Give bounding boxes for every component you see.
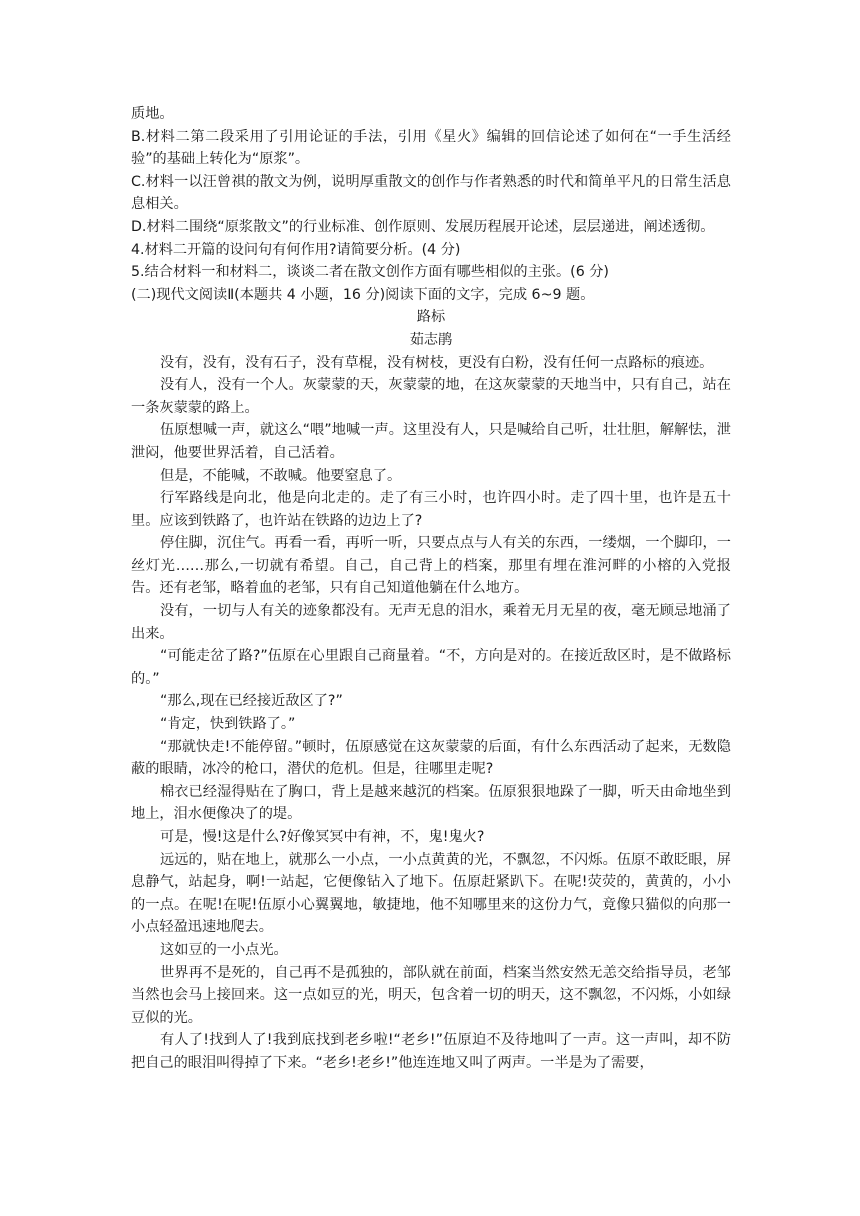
story-paragraph: 这如豆的一小点光。: [160, 941, 288, 958]
story-author: 茹志鹃: [409, 331, 453, 348]
story-paragraph: 棉衣已经湿得贴在了胸口，背上是越来越沉的档案。伍原狠狠地跺了一脚，听天由命地坐到地上，泪水便像决了的堤。: [131, 783, 731, 823]
story-paragraph: 世界再不是死的，自己再不是孤独的，部队就在前面，档案当然安然无恙交给指导员，老邹当然也会马上接回来。这一点如豆的光，明天，包含着一切的明天，这不飘忽，不闪烁，小如绿豆似的光。: [131, 964, 731, 1026]
document-content: [131, 103, 731, 1075]
question-5: 5.结合材料一和材料二，谈谈二者在散文创作方面有哪些相似的主张。(6 分): [131, 264, 609, 281]
story-title: 路标: [416, 309, 446, 326]
story-paragraph: “那么,现在已经接近敌区了?”: [160, 693, 343, 710]
section-heading: (二)现代文阅读Ⅱ(本题共 4 小题，16 分)阅读下面的文字，完成 6~9 题。: [131, 286, 595, 303]
story-paragraph: 停住脚，沉住气。再看一看，再听一听，只要点点与人有关的东西，一缕烟，一个脚印，一丝灯光……那么,一切就有希望。自己，自己背上的档案，那里有埋在淮河畔的小榕的入党报告。还有老邹，略着血的老邹，只有自己知道他躺在什么地方。: [131, 535, 731, 597]
option-a-continuation: 质地。: [131, 106, 174, 122]
story-paragraph: 伍原想喊一声，就这么“喂”地喊一声。这里没有人，只是喊给自己听，壮壮胆，解解怯，泄泄闷，他要世界活着，自己活着。: [131, 422, 731, 461]
story-paragraph: 可是，慢!这是什么?好像冥冥中有神，不，鬼!鬼火?: [160, 829, 485, 845]
story-paragraph: 行军路线是向北，他是向北走的。走了有三小时，也许四小时。走了四十里，也许是五十里。应该到铁路了，也许站在铁路的边边上了?: [131, 490, 731, 529]
option-d: D.材料二围绕“原浆散文”的行业标准、创作原则、发展历程展开论述，层层递进，阐述透彻。: [131, 218, 715, 235]
question-4: 4.材料二开篇的设问句有何作用?请简要分析。(4 分): [131, 241, 461, 258]
story-paragraph: 远远的，贴在地上，就那么一小点，一小点黄黄的光，不飘忽，不闪烁。伍原不敢眨眼，屏息静气，站起身，啊!一站起，它便像钻入了地下。伍原赶紧趴下。在呢!荧荧的，黄黄的，小小的一点。在呢!在呢!伍原小心翼翼地，敏捷地，他不知哪里来的这份力气，竟像只猫似的向那一小点轻盈迅速地爬去。: [131, 851, 731, 936]
story-paragraph: 但是，不能喊，不敢喊。他要窒息了。: [160, 467, 402, 484]
story-paragraph: “肯定，快到铁路了。”: [160, 716, 296, 733]
story-paragraph: 没有，一切与人有关的迹象都没有。无声无息的泪水，乘着无月无星的夜，毫无顾忌地涌了出来。: [131, 603, 731, 642]
story-paragraph: 没有，没有，没有石子，没有草棍，没有树枝，更没有白粉，没有任何一点路标的痕迹。: [160, 354, 714, 371]
story-paragraph: “那就快走!不能停留。”顿时，伍原感觉在这灰蒙蒙的后面，有什么东西活动了起来，无数隐蔽的眼睛，冰冷的枪口，潜伏的危机。但是，往哪里走呢?: [131, 738, 731, 778]
story-paragraph: “可能走岔了路?”伍原在心里跟自己商量着。“不，方向是对的。在接近敌区时，是不做路标的。”: [131, 648, 731, 687]
option-c: C.材料一以汪曾祺的散文为例，说明厚重散文的创作与作者熟悉的时代和简单平凡的日常生活息息相关。: [131, 173, 731, 213]
story-paragraph: 没有人，没有一个人。灰蒙蒙的天，灰蒙蒙的地，在这灰蒙蒙的天地当中，只有自己，站在一条灰蒙蒙的路上。: [131, 377, 731, 416]
option-b: B.材料二第二段采用了引用论证的手法，引用《星火》编辑的回信论述了如何在“一手生活经验”的基础上转化为“原浆”。: [131, 128, 731, 168]
story-paragraph: 有人了!找到人了!我到底找到老乡啦!“老乡!”伍原迫不及待地叫了一声。这一声叫，却不防把自己的眼泪叫得掉了下来。“老乡!老乡!”他连连地又叫了两声。一半是为了需要，: [131, 1032, 731, 1071]
